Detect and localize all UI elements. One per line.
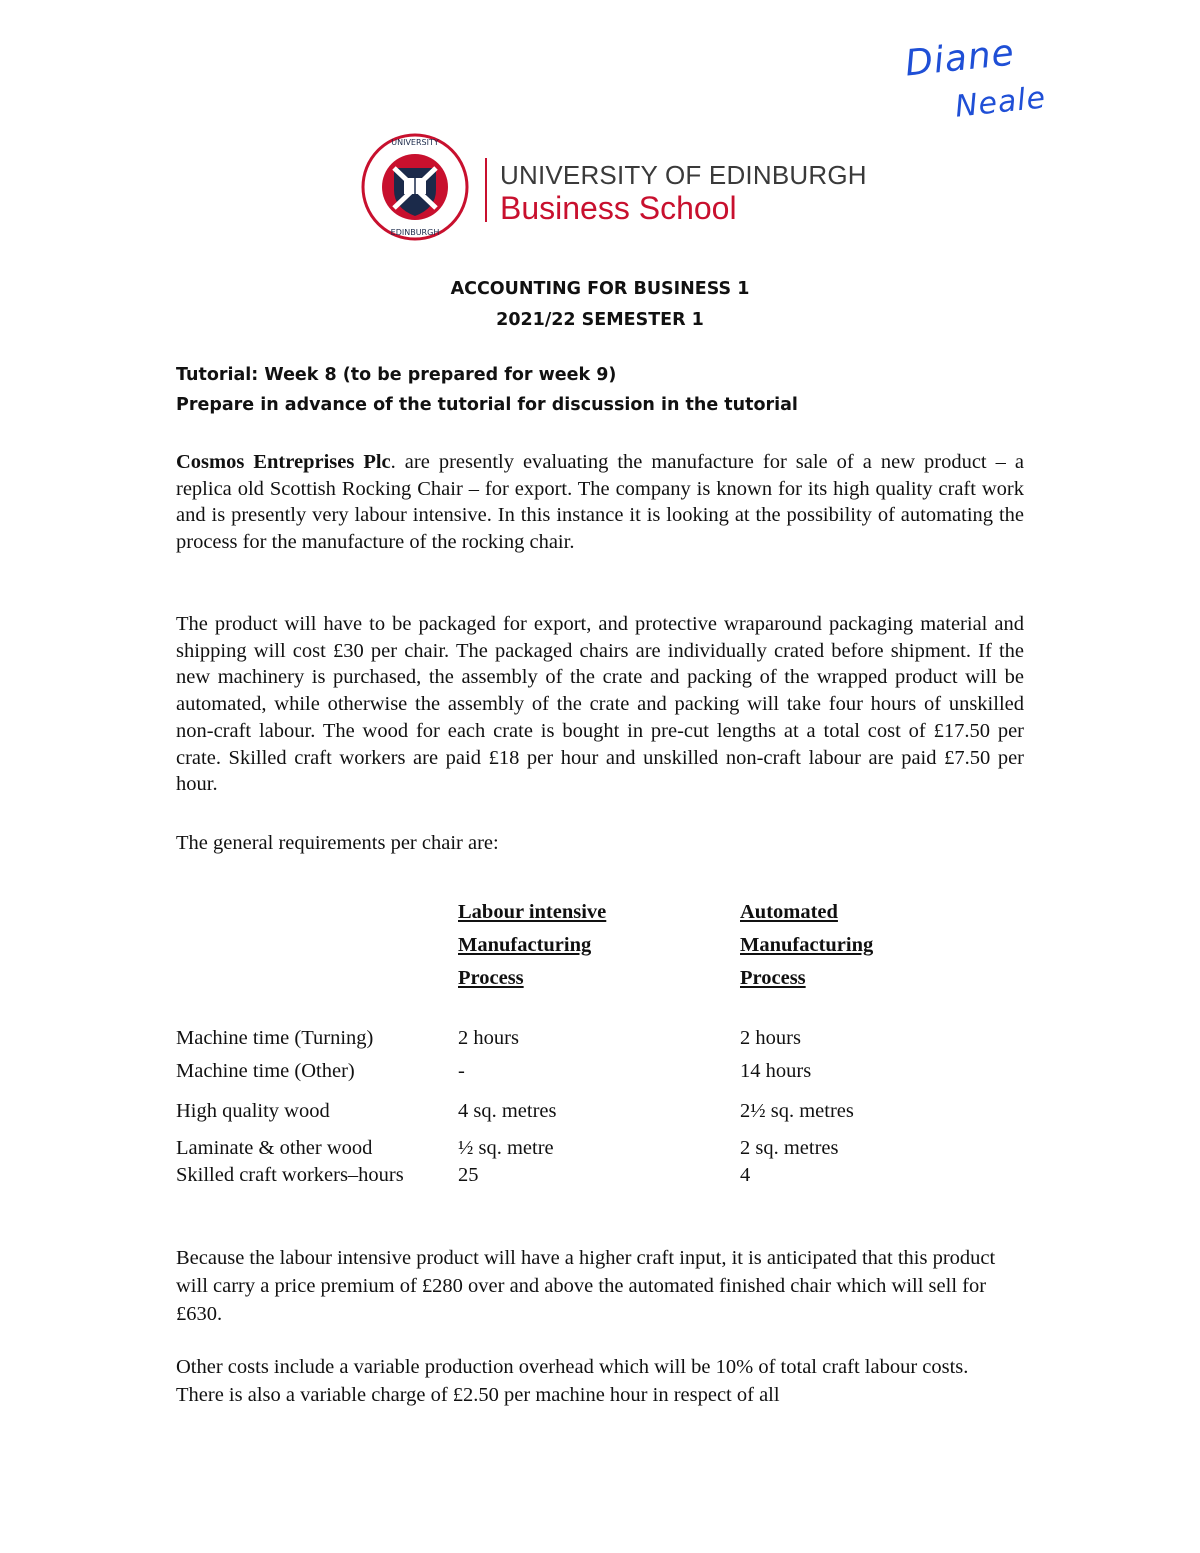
header-line: Manufacturing [740,934,874,956]
row-label: Skilled craft workers–hours [176,1164,404,1186]
row-value-automated: 4 [740,1164,751,1186]
row-label: Laminate & other wood [176,1137,373,1159]
header-line: Automated [740,901,838,923]
header-line: Manufacturing [458,934,592,956]
company-name: Cosmos Entreprises Plc [176,451,391,473]
tutorial-heading: Tutorial: Week 8 (to be prepared for week 9) [176,365,617,385]
paragraph-intro-text: . are presently evaluating the manufacture for sale of a new product – a replica old Scottish Rocking Chair – for export. The company is known for its high quality craft work and is presently very labour intensive. In this instance it is looking at the possibility of automating the process for the manufacture of the rocking chair. [176,451,1024,554]
course-title: ACCOUNTING FOR BUSINESS 1 [450,279,750,299]
row-value-automated: 14 hours [740,1060,812,1082]
tutorial-instruction: Prepare in advance of the tutorial for discussion in the tutorial [176,395,798,415]
row-value-automated: 2 hours [740,1027,801,1049]
paragraph-price-premium: Because the labour intensive product will have a higher craft input, it is anticipated that this product will carry a price premium of £280 over and above the automated finished chair which will sell for £630. [176,1247,996,1325]
row-value-labour: ½ sq. metre [458,1137,554,1159]
paragraph-requirements-intro: The general requirements per chair are: [176,832,499,854]
logo-school-name: Business School [500,190,737,226]
row-value-automated: 2½ sq. metres [740,1100,854,1122]
handwritten-name-last: Neale [953,80,1048,125]
handwritten-name-first: Diane [903,32,1017,85]
svg-text:UNIVERSITY: UNIVERSITY [391,138,439,147]
logo-university-name: UNIVERSITY OF EDINBURGH [500,160,867,190]
svg-text:EDINBURGH: EDINBURGH [390,228,440,237]
header-line: Process [740,967,806,989]
row-value-labour: 25 [458,1164,479,1186]
row-label: Machine time (Other) [176,1060,355,1082]
paragraph-packaging: The product will have to be packaged for export, and protective wraparound packaging material and shipping will cost £30 per chair. The packaged chairs are individually crated before shipment. If the new machinery is purchased, the assembly of the crate and packing of the wrapped product will be automated, while otherwise the assembly of the crate and packing will take four hours of unskilled non-craft labour. The wood for each crate is bought in pre-cut lengths at a total cost of £17.50 per crate. Skilled craft workers are paid £18 per hour and unskilled non-craft labour are paid £7.50 per hour. [176,613,1024,796]
header-line: Process [458,967,524,989]
paragraph-other-costs: Other costs include a variable production overhead which will be 10% of total craft labour costs. There is also a variable charge of £2.50 per machine hour in respect of all [176,1356,969,1406]
row-label: Machine time (Turning) [176,1027,374,1049]
semester-title: 2021/22 SEMESTER 1 [496,310,704,330]
row-label: High quality wood [176,1100,330,1122]
university-logo [360,132,867,242]
paragraph-intro [176,449,1024,556]
row-value-labour: 2 hours [458,1027,519,1049]
university-seal-icon [360,132,470,242]
logo-divider [485,158,487,222]
table-header-labour-intensive [458,896,606,995]
row-value-labour: 4 sq. metres [458,1100,557,1122]
row-value-automated: 2 sq. metres [740,1137,839,1159]
header-line: Labour intensive [458,901,607,923]
table-header-automated [740,896,873,995]
row-value-labour: - [458,1060,465,1082]
